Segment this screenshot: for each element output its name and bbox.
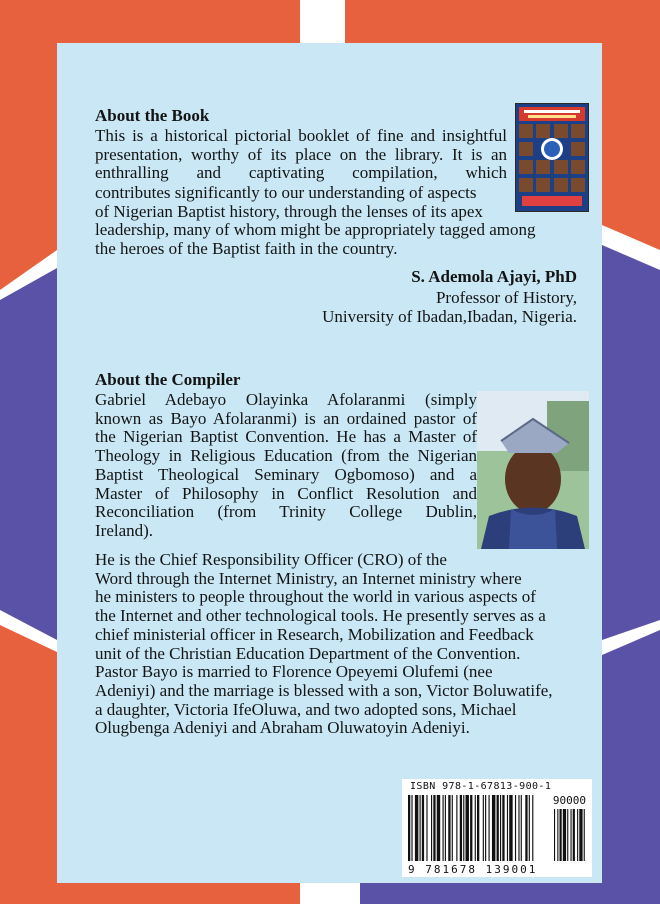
signature-title: Professor of History, xyxy=(435,288,577,307)
about-book-line: contributes significantly to our understanding of aspects xyxy=(95,183,477,202)
about-compiler-text xyxy=(95,391,477,541)
signature-name: S. Ademola Ajayi, PhD xyxy=(411,267,577,286)
about-book-line: of Nigerian Baptist history, through the lenses of its apex xyxy=(95,201,483,221)
about-book-heading: About the Book xyxy=(95,106,210,125)
about-compiler-line: Olugbenga Adeniyi and Abraham Oluwatoyin Adeniyi. xyxy=(95,718,470,738)
about-compiler-line: Master of Philosophy in Conflict Resolution and xyxy=(95,483,477,503)
about-compiler-heading: About the Compiler xyxy=(95,370,241,389)
about-book-line: enthralling and captivating compilation, which xyxy=(95,163,507,183)
signature-institution: University of Ibadan,Ibadan, Nigeria. xyxy=(322,307,577,326)
about-compiler-line: Word through the Internet Ministry, an Internet ministry where xyxy=(95,568,522,588)
about-compiler-line: he ministers to people throughout the world in various aspects of xyxy=(95,587,536,607)
about-compiler-line: chief ministerial officer in Research, Mobilization and Feedback xyxy=(95,624,534,644)
about-book-line: presentation, worthy of its place on the library. It is an xyxy=(95,144,507,164)
about-compiler-line: Ireland). xyxy=(95,520,154,540)
purple-shape-left xyxy=(0,268,57,640)
about-compiler-line: Theology in Religious Education (from the Nigerian xyxy=(95,446,477,466)
about-compiler-line: the Internet and other technological tools. He presently serves as a xyxy=(95,606,546,626)
about-book-line: leadership, many of whom might be appropriately tagged among xyxy=(95,220,536,240)
about-compiler-line: known as Bayo Afolaranmi) is an ordained pastor of xyxy=(95,408,477,428)
purple-shape-right xyxy=(602,245,660,640)
about-compiler-line: Adeniyi) and the marriage is blessed with a son, Victor Boluwatife, xyxy=(95,680,553,700)
about-book-line: the heroes of the Baptist faith in the country. xyxy=(95,239,398,259)
about-compiler-line: a daughter, Victoria IfeOluwa, and two adopted sons, Michael xyxy=(95,699,517,719)
isbn-number: ISBN 978-1-67813-900-1 xyxy=(410,781,552,792)
about-compiler-line: He is the Chief Responsibility Officer (CRO) of the xyxy=(95,550,447,569)
about-compiler-line: the Nigerian Baptist Convention. He has a Master of xyxy=(95,427,477,447)
about-book-text xyxy=(95,127,507,183)
about-compiler-text-wide xyxy=(95,551,600,738)
book-cover-thumbnail xyxy=(515,103,589,212)
isbn-barcode xyxy=(402,779,592,877)
ean-number: 9 781678 139001 xyxy=(408,863,538,876)
about-compiler-line: unit of the Christian Education Department of the Convention. xyxy=(95,643,521,663)
about-compiler-line: Gabriel Adebayo Olayinka Afolaranmi (simply xyxy=(95,390,477,409)
about-compiler-line: Baptist Theological Seminary Ogbomoso) and a xyxy=(95,464,477,484)
about-compiler-line: Pastor Bayo is married to Florence Opeyemi Olufemi (nee xyxy=(95,662,493,682)
price-code: 90000 xyxy=(552,794,586,807)
compiler-photo xyxy=(477,391,589,549)
about-compiler-line: Reconciliation (from Trinity College Dublin, xyxy=(95,502,477,522)
about-book-line: This is a historical pictorial booklet of fine and insightful xyxy=(95,126,507,145)
